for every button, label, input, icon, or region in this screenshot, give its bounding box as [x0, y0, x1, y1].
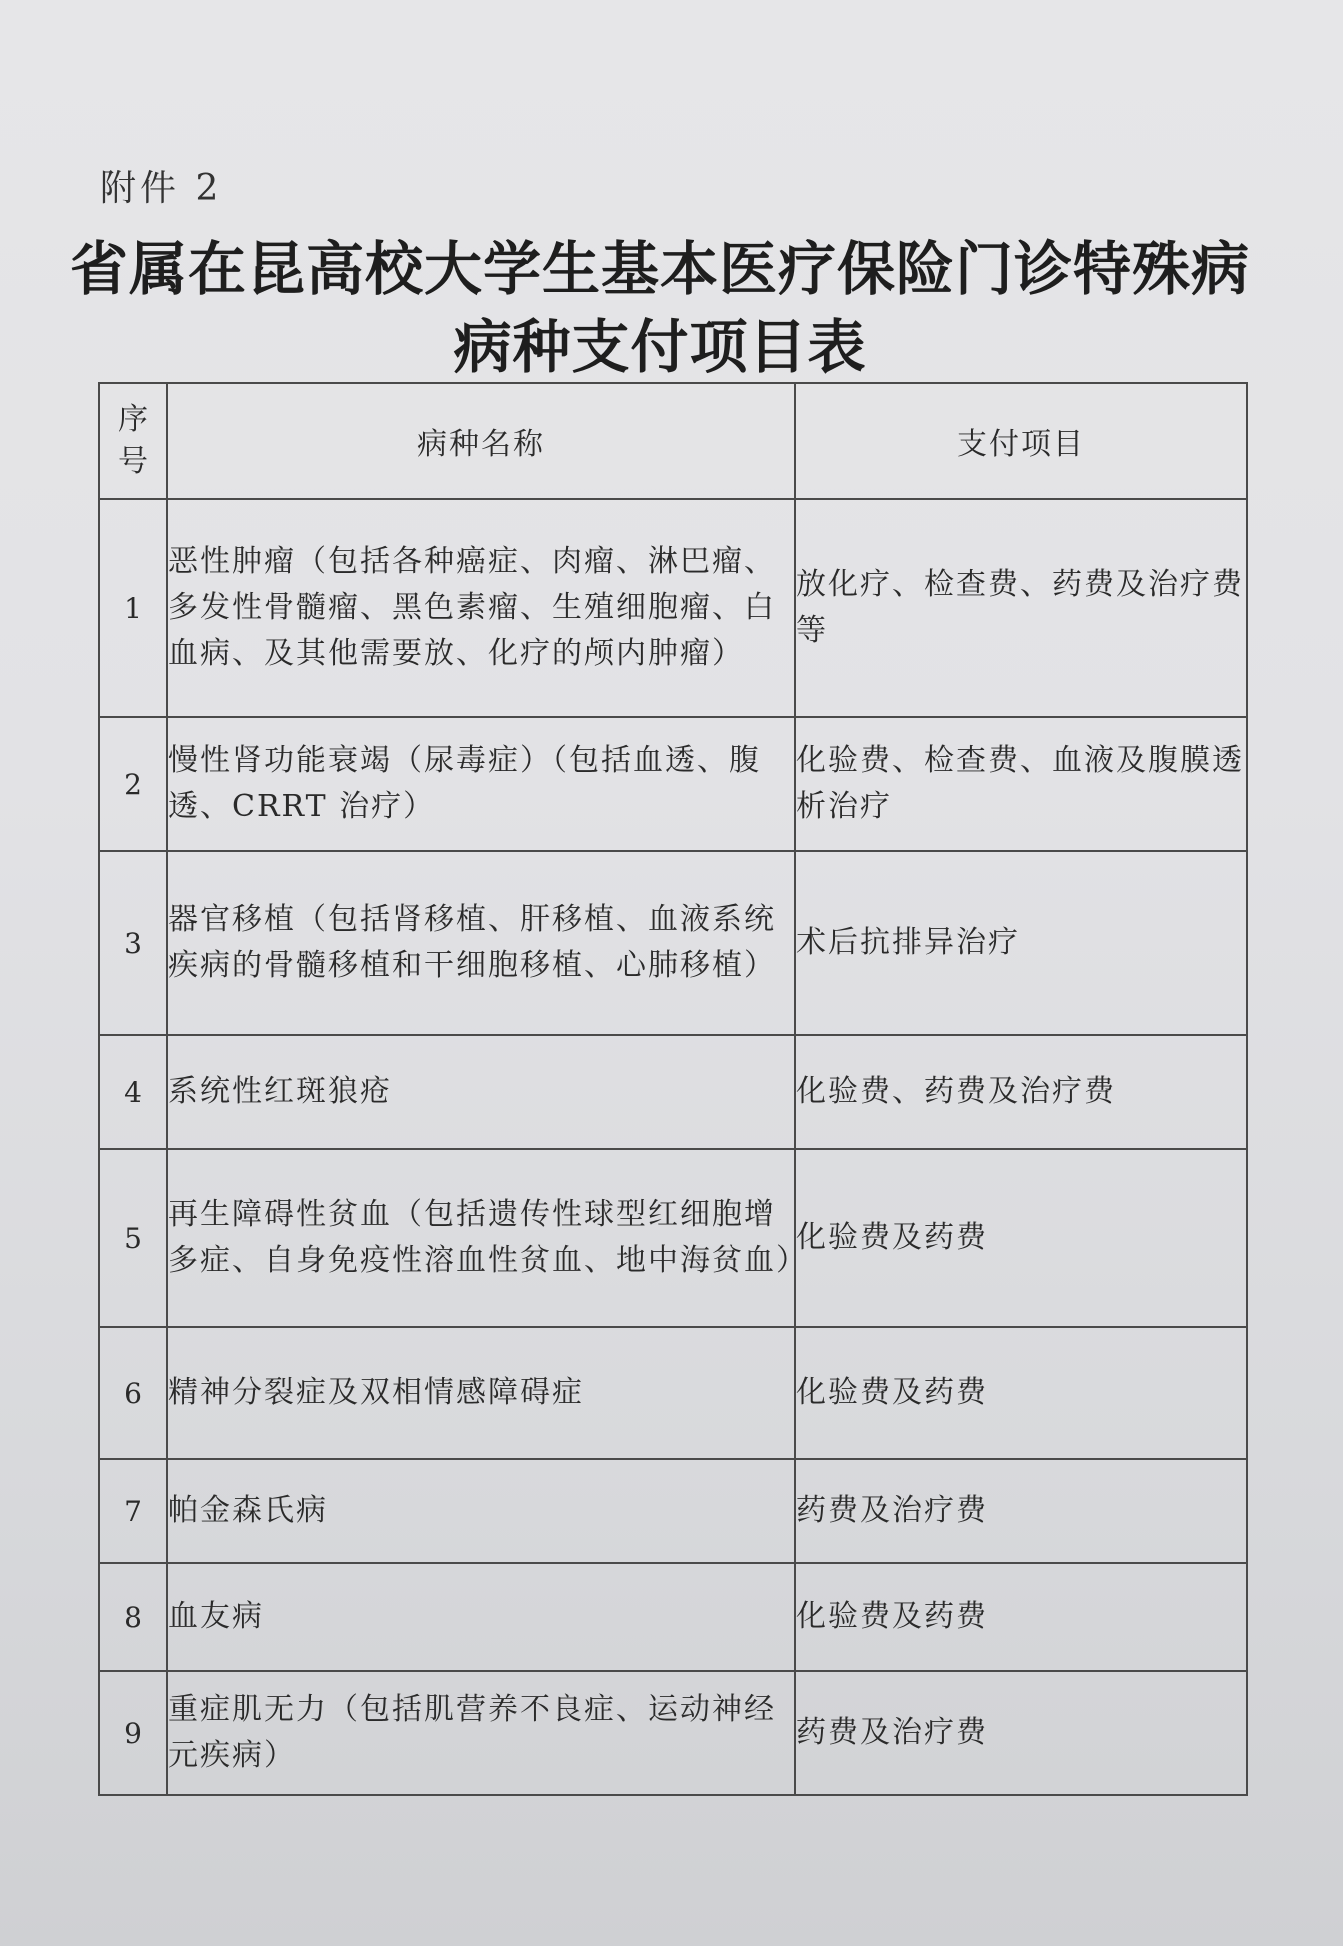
- table-row: [99, 1459, 1247, 1563]
- payment-item: 药费及治疗费: [795, 1459, 1247, 1563]
- header-payment-items: 支付项目: [795, 383, 1247, 499]
- payment-items-table: [98, 382, 1248, 1796]
- attachment-label: 附件 2: [100, 168, 223, 209]
- payment-item: 化验费及药费: [795, 1563, 1247, 1671]
- disease-name: 恶性肿瘤（包括各种癌症、肉瘤、淋巴瘤、多发性骨髓瘤、黑色素瘤、生殖细胞瘤、白血病、及其他需要放、化疗的颅内肿瘤）: [167, 499, 795, 717]
- row-number: 6: [99, 1327, 167, 1459]
- disease-name: 精神分裂症及双相情感障碍症: [167, 1327, 795, 1459]
- payment-item: 化验费、检查费、血液及腹膜透析治疗: [795, 717, 1247, 851]
- payment-item: 放化疗、检查费、药费及治疗费等: [795, 499, 1247, 717]
- table-row: [99, 717, 1247, 851]
- payment-item: 化验费、药费及治疗费: [795, 1035, 1247, 1149]
- disease-name: 帕金森氏病: [167, 1459, 795, 1563]
- table-row: [99, 1327, 1247, 1459]
- header-serial-number: [99, 383, 167, 499]
- row-number: 7: [99, 1459, 167, 1563]
- table-row: [99, 851, 1247, 1035]
- table-row: [99, 1149, 1247, 1327]
- row-number: 1: [99, 499, 167, 717]
- disease-name: 慢性肾功能衰竭（尿毒症）（包括血透、腹透、CRRT 治疗）: [167, 717, 795, 851]
- header-disease-name: 病种名称: [167, 383, 795, 499]
- row-number: 5: [99, 1149, 167, 1327]
- document-title-line-1: 省属在昆高校大学生基本医疗保险门诊特殊病: [69, 235, 1250, 303]
- row-number: 4: [99, 1035, 167, 1149]
- header-serial-char-2: 号: [118, 444, 148, 479]
- disease-name: 系统性红斑狼疮: [167, 1035, 795, 1149]
- row-number: 3: [99, 851, 167, 1035]
- payment-item: 术后抗排异治疗: [795, 851, 1247, 1035]
- disease-name: 再生障碍性贫血（包括遗传性球型红细胞增多症、自身免疫性溶血性贫血、地中海贫血）: [167, 1149, 795, 1327]
- table-row: [99, 499, 1247, 717]
- disease-name: 血友病: [167, 1563, 795, 1671]
- row-number: 9: [99, 1671, 167, 1795]
- document-title-line-2: 病种支付项目表: [453, 313, 867, 381]
- table-row: [99, 1563, 1247, 1671]
- payment-item: 药费及治疗费: [795, 1671, 1247, 1795]
- disease-name: 重症肌无力（包括肌营养不良症、运动神经元疾病）: [167, 1671, 795, 1795]
- payment-item: 化验费及药费: [795, 1149, 1247, 1327]
- table-row: [99, 1035, 1247, 1149]
- row-number: 8: [99, 1563, 167, 1671]
- payment-item: 化验费及药费: [795, 1327, 1247, 1459]
- table-row: [99, 1671, 1247, 1795]
- disease-name: 器官移植（包括肾移植、肝移植、血液系统疾病的骨髓移植和干细胞移植、心肺移植）: [167, 851, 795, 1035]
- table-header-row: [99, 383, 1247, 499]
- row-number: 2: [99, 717, 167, 851]
- header-serial-char-1: 序: [118, 402, 148, 437]
